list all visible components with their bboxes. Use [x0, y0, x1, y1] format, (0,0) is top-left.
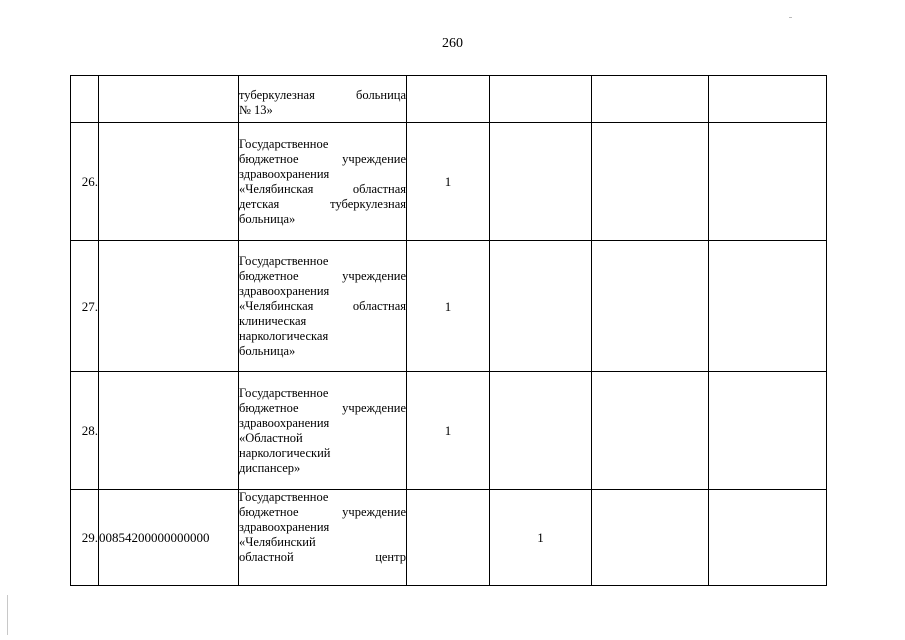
name-line: здравоохранения [239, 166, 330, 181]
row-code-cell [99, 241, 239, 372]
name-line: Государственное [239, 385, 329, 400]
empty-cell-c [592, 372, 709, 490]
name-line: детская туберкулезная [239, 196, 406, 211]
row-code-cell [99, 123, 239, 241]
name-line: здравоохранения [239, 283, 330, 298]
empty-cell-c [592, 123, 709, 241]
row-number-cell: 29. [71, 490, 99, 586]
quantity-cell-a [407, 490, 490, 586]
table-row [71, 372, 827, 490]
row-number-cell [71, 76, 99, 123]
row-number-cell: 26. [71, 123, 99, 241]
row-name-cell [239, 372, 407, 490]
name-line: больница» [239, 343, 296, 358]
quantity-cell-b [490, 123, 592, 241]
name-line: бюджетное учреждение [239, 400, 406, 415]
quantity-cell-b [490, 76, 592, 123]
empty-cell-d [709, 241, 827, 372]
document-table [70, 75, 827, 586]
name-line: Государственное [239, 490, 329, 504]
row-name-cell [239, 241, 407, 372]
name-line: «Челябинская областная [239, 181, 406, 196]
row-name-cell [239, 76, 407, 123]
name-line: больница» [239, 211, 296, 226]
row-number-cell: 28. [71, 372, 99, 490]
name-line: диспансер» [239, 460, 301, 475]
name-line: здравоохранения [239, 415, 330, 430]
empty-cell-d [709, 490, 827, 586]
row-name-cell [239, 123, 407, 241]
row-name-cell [239, 490, 407, 586]
name-line: наркологический [239, 445, 331, 460]
table-row [71, 490, 827, 586]
quantity-cell-a [407, 76, 490, 123]
name-line: здравоохранения [239, 520, 330, 534]
quantity-cell-a: 1 [407, 241, 490, 372]
name-line: бюджетное учреждение [239, 268, 406, 283]
row-number-cell: 27. [71, 241, 99, 372]
row-code-cell [99, 76, 239, 123]
quantity-cell-a: 1 [407, 123, 490, 241]
row-code-cell [99, 372, 239, 490]
quantity-cell-b: 1 [490, 490, 592, 586]
empty-cell-c [592, 241, 709, 372]
name-line: № 13» [239, 103, 273, 117]
scan-mark [789, 17, 792, 18]
quantity-cell-b [490, 241, 592, 372]
scan-edge-line [7, 595, 8, 635]
name-line: «Челябинский [239, 535, 316, 549]
name-line: клиническая [239, 313, 307, 328]
table-row [71, 241, 827, 372]
name-line: бюджетное учреждение [239, 151, 406, 166]
quantity-cell-a: 1 [407, 372, 490, 490]
name-line: Государственное [239, 136, 329, 151]
empty-cell-d [709, 123, 827, 241]
name-line: бюджетное учреждение [239, 505, 406, 519]
quantity-cell-b [490, 372, 592, 490]
name-line: наркологическая [239, 328, 329, 343]
empty-cell-c [592, 76, 709, 123]
empty-cell-d [709, 76, 827, 123]
table-row [71, 76, 827, 123]
name-line: областной центр [239, 550, 406, 564]
empty-cell-d [709, 372, 827, 490]
empty-cell-c [592, 490, 709, 586]
row-code-cell: 00854200000000000 [99, 490, 239, 586]
table-row [71, 123, 827, 241]
name-line: «Областной [239, 430, 303, 445]
name-line: «Челябинская областная [239, 298, 406, 313]
name-line: туберкулезная больница [239, 88, 406, 102]
name-line: Государственное [239, 253, 329, 268]
page-number: 260 [442, 36, 463, 51]
